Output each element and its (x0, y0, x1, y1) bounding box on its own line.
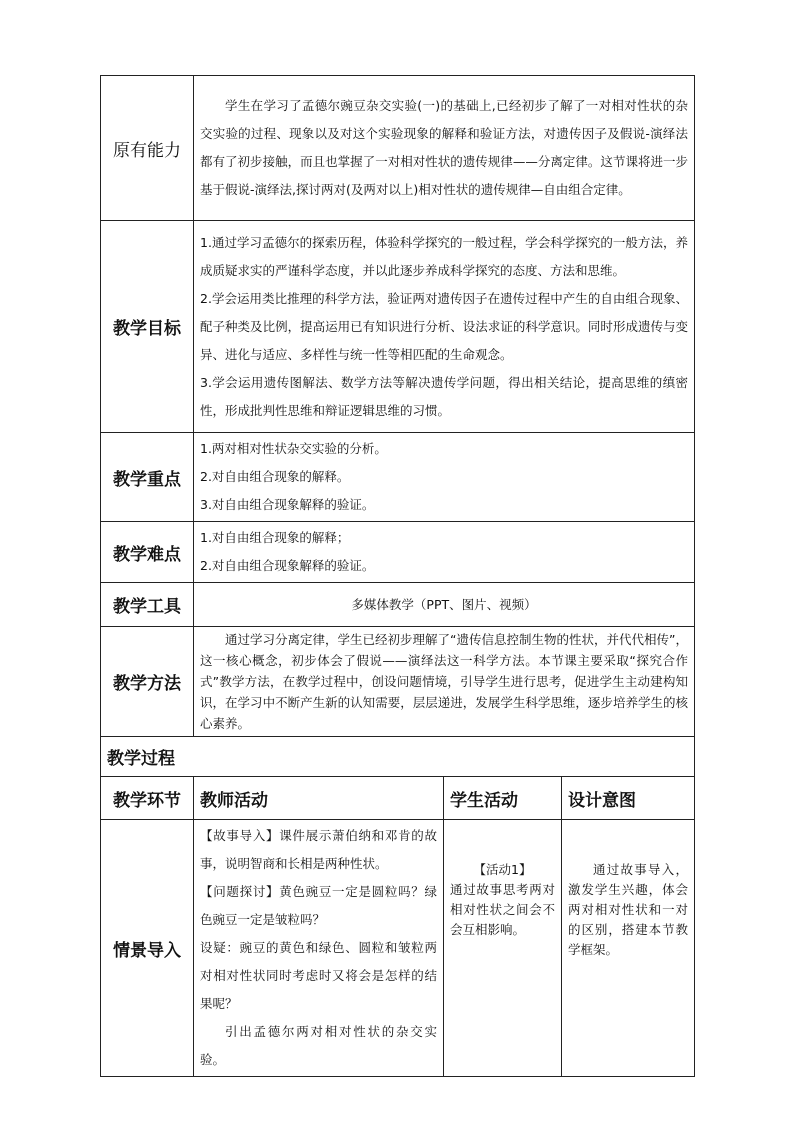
methods-label: 教学方法 (101, 627, 194, 737)
col-teacher-header: 教师活动 (194, 777, 444, 820)
difficulties-text (194, 522, 695, 583)
student-activity-text: 通过故事思考两对相对性状之间会不会互相影响。 (450, 882, 555, 937)
teacher-activity: 【问题探讨】黄色豌豆一定是圆粒吗？绿色豌豆一定是皱粒吗？ (200, 884, 437, 927)
key-points-text (194, 433, 695, 522)
intro-teacher-cell (194, 820, 444, 1077)
row-methods (101, 627, 695, 737)
intro-student-cell (444, 820, 562, 1077)
key-points-label: 教学重点 (101, 433, 194, 522)
student-activity-title: 【活动1】 (473, 862, 532, 877)
goal-item: 1.通过学习孟德尔的探索历程，体验科学探究的一般过程，学会科学探究的一般方法，养成质疑求实的严谨科学态度，并以此逐步养成科学探究的态度、方法和思维。 (200, 234, 689, 278)
ability-paragraph: 学生在学习了孟德尔豌豆杂交实验(一)的基础上,已经初步了解了一对相对性状的杂交实验的过程、现象以及对这个实验现象的解释和验证方法，对遗传因子及假说-演绎法都有了初步接触，而且也掌握了一对相对性状的遗传规律——分离定律。这节课将进一步基于假说-演绎法,探讨两对(及两对以上)相对性状的遗传规律—自由组合定律。 (200, 98, 689, 197)
col-stage-header: 教学环节 (101, 777, 194, 820)
goal-item: 3.学会运用遗传图解法、数学方法等解决遗传学问题，得出相关结论，提高思维的缜密性，形成批判性思维和辩证逻辑思维的习惯。 (200, 374, 689, 418)
process-heading: 教学过程 (101, 737, 695, 777)
difficulty-item: 1.对自由组合现象的解释； (200, 530, 350, 545)
row-goals (101, 221, 695, 433)
tools-text: 多媒体教学（PPT、图片、视频） (194, 583, 695, 627)
col-intent-header: 设计意图 (562, 777, 695, 820)
col-student-header: 学生活动 (444, 777, 562, 820)
difficulty-item: 2.对自由组合现象解释的验证。 (200, 558, 375, 573)
difficulties-label: 教学难点 (101, 522, 194, 583)
ability-label: 原有能力 (101, 76, 194, 221)
goal-item: 2.学会运用类比推理的科学方法，验证两对遗传因子在遗传过程中产生的自由组合现象、配子种类及比例，提高运用已有知识进行分析、设法求证的科学意识。同时形成遗传与变异、进化与适应、多样性与统一性等相匹配的生命观念。 (200, 290, 689, 362)
key-point-item: 3.对自由组合现象解释的验证。 (200, 497, 375, 512)
row-ability (101, 76, 695, 221)
key-point-item: 2.对自由组合现象的解释。 (200, 469, 350, 484)
intro-intent-cell (562, 820, 695, 1077)
lesson-plan-table (100, 75, 695, 1077)
row-key-points (101, 433, 695, 522)
design-intent-text: 通过故事导入，激发学生兴趣，体会两对相对性状和一对的区别，搭建本节教学框架。 (568, 862, 689, 957)
row-process (101, 737, 695, 777)
intro-stage-label: 情景导入 (101, 820, 194, 1077)
row-difficulties (101, 522, 695, 583)
tools-label: 教学工具 (101, 583, 194, 627)
teacher-activity: 设疑：豌豆的黄色和绿色、圆粒和皱粒两对相对性状同时考虑时又将会是怎样的结果呢？ (200, 940, 437, 1011)
goals-text (194, 221, 695, 433)
goals-label: 教学目标 (101, 221, 194, 433)
row-intro (101, 820, 695, 1077)
teacher-activity: 【故事导入】课件展示萧伯纳和邓肯的故事，说明智商和长相是两种性状。 (200, 828, 437, 871)
teacher-activity: 引出孟德尔两对相对性状的杂交实验。 (200, 1024, 437, 1067)
methods-paragraph: 通过学习分离定律，学生已经初步理解了“遗传信息控制生物的性状，并代代相传”，这一核心概念，初步体会了假说——演绎法这一科学方法。本节课主要采取“探究合作式”教学方法，在教学过程中，创设问题情境，引导学生进行思考，促进学生主动建构知识，在学习中不断产生新的认知需要，层层递进，发展学生科学思维，逐步培养学生的核心素养。 (200, 632, 689, 731)
row-tools (101, 583, 695, 627)
key-point-item: 1.两对相对性状杂交实验的分析。 (200, 441, 387, 456)
methods-text (194, 627, 695, 737)
ability-text (194, 76, 695, 221)
row-column-headers (101, 777, 695, 820)
